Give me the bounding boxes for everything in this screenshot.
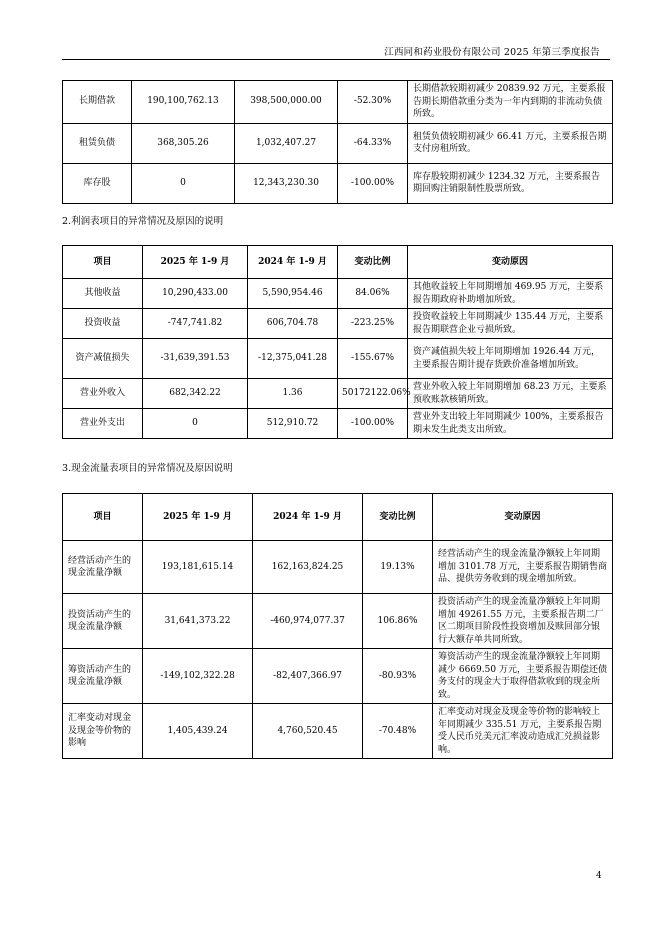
table-row	[63, 123, 613, 163]
table-row	[63, 379, 613, 409]
prior-cell: -82,407,366.97	[253, 649, 363, 704]
change-cell: 50172122.06%	[338, 379, 408, 409]
header-item: 项目	[63, 494, 143, 541]
header-current: 2025 年 1-9 月	[143, 246, 248, 279]
current-cell: 10,290,433.00	[143, 279, 248, 309]
table-row	[63, 309, 613, 339]
reason-cell: 投资活动产生的现金流量净额较上年同期增加 49261.55 万元，主要系报告期二厂区二期项目阶段性投资增加及赎回部分银行大额存单共同所致。	[433, 594, 613, 649]
header-change: 变动比例	[363, 494, 433, 541]
prior-cell: 4,760,520.45	[253, 704, 363, 759]
reason-cell: 汇率变动对现金及现金等价物的影响较上年同期减少 335.51 万元，主要系报告期受人民币兑美元汇率波动造成汇兑损益影响。	[433, 704, 613, 759]
prior-cell: 398,500,000.00	[235, 81, 338, 124]
reason-cell: 筹资活动产生的现金流量净额较上年同期减少 6669.50 万元，主要系报告期偿还债务支付的现金大于取得借款收到的现金所致。	[433, 649, 613, 704]
current-cell: -31,639,391.53	[143, 339, 248, 379]
item-cell: 经营活动产生的现金流量净额	[63, 541, 143, 594]
table-row	[63, 649, 613, 704]
table-row	[63, 163, 613, 203]
table-row	[63, 81, 613, 124]
change-cell: -100.00%	[338, 409, 408, 439]
item-cell: 长期借款	[63, 81, 132, 124]
table-row	[63, 279, 613, 309]
reason-cell: 库存股较期初减少 1234.32 万元，主要系报告期回购注销限制性股票所致。	[408, 163, 613, 203]
table-row	[63, 594, 613, 649]
item-cell: 汇率变动对现金及现金等价物的影响	[63, 704, 143, 759]
item-cell: 投资收益	[63, 309, 143, 339]
reason-cell: 其他收益较上年同期增加 469.95 万元，主要系报告期政府补助增加所致。	[408, 279, 613, 309]
report-header: 江西同和药业股份有限公司 2025 年第三季度报告	[384, 47, 600, 58]
table-row	[63, 541, 613, 594]
balance-sheet-table	[62, 80, 613, 204]
reason-cell: 租赁负债较期初减少 66.41 万元，主要系报告期支付房租所致。	[408, 123, 613, 163]
prior-cell: 606,704.78	[248, 309, 338, 339]
change-cell: -64.33%	[338, 123, 408, 163]
reason-cell: 营业外支出较上年同期减少 100%，主要系报告期未发生此类支出所致。	[408, 409, 613, 439]
prior-cell: 512,910.72	[248, 409, 338, 439]
header-change: 变动比例	[338, 246, 408, 279]
current-cell: 190,100,762.13	[132, 81, 235, 124]
current-cell: 368,305.26	[132, 123, 235, 163]
reason-cell: 资产减值损失较上年同期增加 1926.44 万元，主要系报告期计提存货跌价准备增加所致。	[408, 339, 613, 379]
current-cell: 0	[143, 409, 248, 439]
prior-cell: 12,343,230.30	[235, 163, 338, 203]
current-cell: 0	[132, 163, 235, 203]
header-item: 项目	[63, 246, 143, 279]
change-cell: -52.30%	[338, 81, 408, 124]
table-header-row	[63, 494, 613, 541]
reason-cell: 长期借款较期初减少 20839.92 万元，主要系报告期长期借款重分类为一年内到期的非流动负债所致。	[408, 81, 613, 124]
change-cell: -80.93%	[363, 649, 433, 704]
table-row	[63, 704, 613, 759]
current-cell: -747,741.82	[143, 309, 248, 339]
change-cell: -70.48%	[363, 704, 433, 759]
item-cell: 其他收益	[63, 279, 143, 309]
reason-cell: 营业外收入较上年同期增加 68.23 万元，主要系预收账款核销所致。	[408, 379, 613, 409]
income-section-title: 2.利润表项目的异常情况及原因的说明	[62, 216, 224, 227]
table-row	[63, 339, 613, 379]
item-cell: 营业外收入	[63, 379, 143, 409]
change-cell: -100.00%	[338, 163, 408, 203]
page-number: 4	[596, 871, 602, 881]
header-reason: 变动原因	[433, 494, 613, 541]
item-cell: 库存股	[63, 163, 132, 203]
prior-cell: -460,974,077.37	[253, 594, 363, 649]
income-table	[62, 245, 613, 439]
prior-cell: 1,032,407.27	[235, 123, 338, 163]
reason-cell: 投资收益较上年同期减少 135.44 万元，主要系报告期联营企业亏损所致。	[408, 309, 613, 339]
item-cell: 筹资活动产生的现金流量净额	[63, 649, 143, 704]
prior-cell: -12,375,041.28	[248, 339, 338, 379]
header-prior: 2024 年 1-9 月	[253, 494, 363, 541]
prior-cell: 1.36	[248, 379, 338, 409]
current-cell: 31,641,373.22	[143, 594, 253, 649]
change-cell: 19.13%	[363, 541, 433, 594]
header-reason: 变动原因	[408, 246, 613, 279]
item-cell: 租赁负债	[63, 123, 132, 163]
table-row	[63, 409, 613, 439]
current-cell: 1,405,439.24	[143, 704, 253, 759]
cashflow-section-title: 3.现金流量表项目的异常情况及原因说明	[62, 463, 233, 474]
table-header-row	[63, 246, 613, 279]
change-cell: 106.86%	[363, 594, 433, 649]
change-cell: -223.25%	[338, 309, 408, 339]
change-cell: 84.06%	[338, 279, 408, 309]
prior-cell: 162,163,824.25	[253, 541, 363, 594]
item-cell: 投资活动产生的现金流量净额	[63, 594, 143, 649]
current-cell: -149,102,322.28	[143, 649, 253, 704]
current-cell: 193,181,615.14	[143, 541, 253, 594]
item-cell: 营业外支出	[63, 409, 143, 439]
header-current: 2025 年 1-9 月	[143, 494, 253, 541]
reason-cell: 经营活动产生的现金流量净额较上年同期增加 3101.78 万元，主要系报告期销售商品、提供劳务收到的现金增加所致。	[433, 541, 613, 594]
header-prior: 2024 年 1-9 月	[248, 246, 338, 279]
prior-cell: 5,590,954.46	[248, 279, 338, 309]
change-cell: -155.67%	[338, 339, 408, 379]
cashflow-table	[62, 493, 613, 759]
header-divider	[62, 59, 610, 60]
current-cell: 682,342.22	[143, 379, 248, 409]
item-cell: 资产减值损失	[63, 339, 143, 379]
